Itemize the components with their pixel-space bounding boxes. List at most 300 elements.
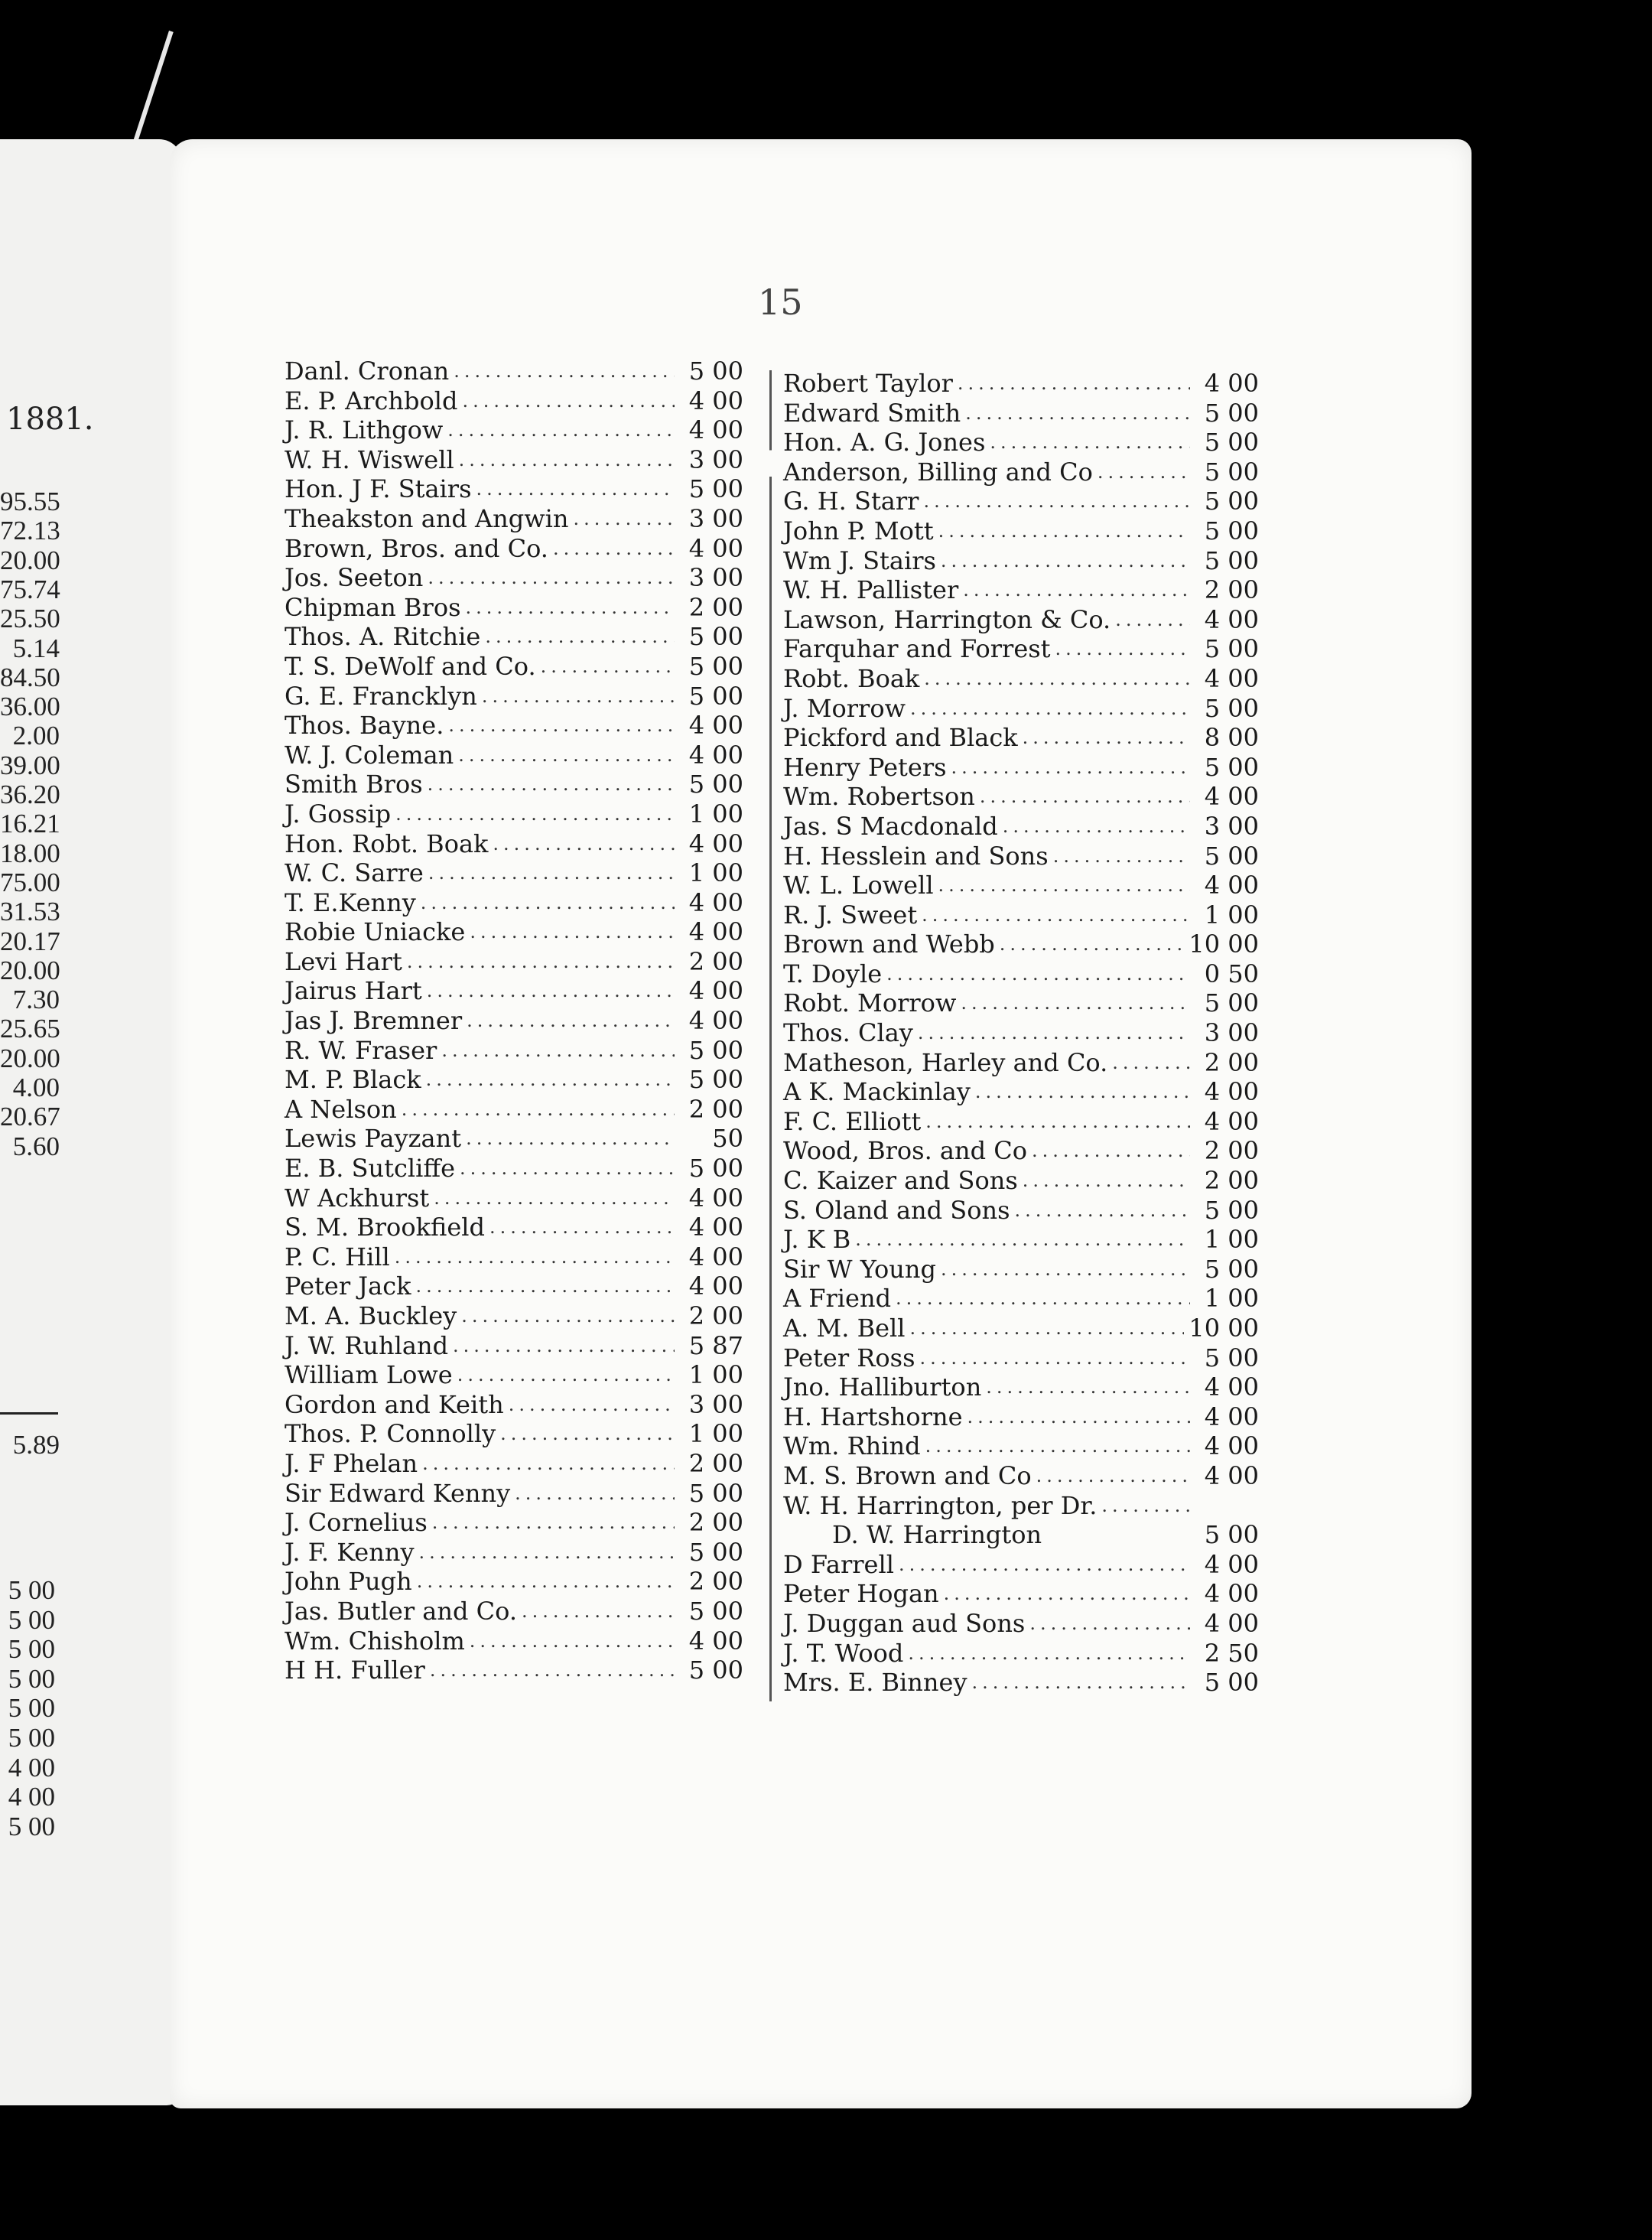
subscription-amount: 1 00 bbox=[688, 1360, 743, 1390]
subscriber-entry bbox=[285, 1242, 743, 1272]
leader-dots bbox=[402, 1095, 675, 1125]
leader-dots bbox=[908, 1639, 1190, 1669]
subscriber-entry bbox=[285, 593, 743, 623]
subscription-amount: 5 00 bbox=[688, 474, 743, 504]
subscriber-name: Wm. Chisholm bbox=[285, 1626, 465, 1656]
subscriber-entry bbox=[285, 1095, 743, 1125]
leader-dots bbox=[909, 1314, 1184, 1343]
subscriber-name: D Farrell bbox=[783, 1549, 894, 1579]
leader-dots bbox=[1053, 842, 1190, 871]
subscriber-entry bbox=[285, 504, 743, 534]
leader-dots bbox=[924, 664, 1190, 694]
leader-dots bbox=[428, 563, 675, 593]
subscriber-entry bbox=[285, 917, 743, 947]
subscriber-name: Lewis Payzant bbox=[285, 1124, 462, 1154]
subscriber-name: J. Morrow bbox=[783, 693, 906, 723]
leader-dots bbox=[941, 546, 1190, 576]
subscriber-entry bbox=[285, 1006, 743, 1036]
subscriber-name: Brown, Bros. and Co. bbox=[285, 533, 548, 563]
subscriber-entry bbox=[783, 1372, 1259, 1402]
leader-dots bbox=[1023, 1166, 1190, 1196]
subscription-amount: 5 00 bbox=[688, 1596, 743, 1626]
subscriber-entry bbox=[783, 782, 1259, 812]
subscription-amount: 0 50 bbox=[1204, 959, 1259, 988]
subscription-amount: 1 00 bbox=[688, 799, 743, 829]
leader-dots bbox=[421, 888, 675, 918]
leader-dots bbox=[489, 1213, 675, 1242]
subscription-amount: 4 00 bbox=[688, 887, 743, 917]
subscription-amount: 2 00 bbox=[688, 1301, 743, 1330]
subscriber-name: Lawson, Harrington & Co. bbox=[783, 604, 1111, 634]
leader-dots bbox=[461, 1301, 675, 1331]
subscriber-entry bbox=[285, 1567, 743, 1597]
facing-page-lower-amount: 5 00 bbox=[8, 1693, 55, 1724]
subscriber-name: C. Kaizer and Sons bbox=[783, 1166, 1018, 1196]
subscription-amount: 5 00 bbox=[1204, 841, 1259, 871]
subscriber-name: A. M. Bell bbox=[783, 1314, 906, 1343]
leader-dots bbox=[395, 1242, 675, 1272]
subscriber-name: J. Gossip bbox=[285, 799, 392, 829]
subscription-amount: 4 00 bbox=[1204, 1402, 1259, 1431]
subscriber-entry bbox=[783, 1136, 1259, 1166]
leader-dots bbox=[467, 1006, 675, 1036]
facing-page-amount: 84.50 bbox=[0, 662, 60, 692]
subscriber-entry bbox=[783, 753, 1259, 783]
facing-page-lower-amount: 5 00 bbox=[8, 1634, 55, 1665]
subscription-amount: 1 00 bbox=[1204, 900, 1259, 930]
subscription-amount: 1 00 bbox=[1204, 1284, 1259, 1314]
facing-page-amount: 25.65 bbox=[0, 1014, 60, 1044]
subscriber-entry bbox=[285, 1301, 743, 1331]
subscriber-list-left bbox=[285, 357, 743, 1685]
leader-dots bbox=[1101, 1491, 1190, 1521]
subscriber-entry bbox=[285, 1124, 743, 1154]
subscriber-name: W. L. Lowell bbox=[783, 871, 934, 900]
subscription-amount: 3 00 bbox=[688, 503, 743, 533]
subscription-amount: 2 00 bbox=[688, 1567, 743, 1597]
leader-dots bbox=[426, 1065, 675, 1095]
subscriber-name: Peter Jack bbox=[285, 1271, 411, 1301]
subscription-amount: 5 00 bbox=[1204, 516, 1259, 545]
facing-page-lower-amount: 4 00 bbox=[8, 1752, 55, 1783]
subscriber-entry bbox=[783, 1491, 1259, 1521]
facing-page-lower-amount: 5 00 bbox=[8, 1575, 55, 1605]
subscriber-name: H. Hartshorne bbox=[783, 1402, 963, 1431]
subscriber-name: Theakston and Angwin bbox=[285, 503, 569, 533]
subscription-amount: 5 00 bbox=[688, 681, 743, 711]
subscriber-entry bbox=[783, 1343, 1259, 1373]
subscriber-name: Danl. Cronan bbox=[285, 357, 450, 386]
leader-dots bbox=[925, 1431, 1190, 1461]
subscription-amount: 2 00 bbox=[688, 1448, 743, 1478]
subscriber-name: Thos. P. Connolly bbox=[285, 1419, 496, 1449]
facing-page-amount: 16.21 bbox=[0, 809, 60, 839]
subscriber-name: R. J. Sweet bbox=[783, 900, 918, 930]
leader-dots bbox=[1023, 723, 1190, 753]
facing-page-fragment bbox=[0, 139, 182, 2105]
leader-dots bbox=[967, 1402, 1190, 1432]
subscriber-name: J. Duggan aud Sons bbox=[783, 1608, 1026, 1638]
leader-dots bbox=[965, 399, 1190, 428]
subscription-amount: 4 00 bbox=[688, 1271, 743, 1301]
subscription-amount: 5 00 bbox=[688, 1656, 743, 1685]
subscription-amount: 5 00 bbox=[688, 622, 743, 652]
subscription-amount: 5 00 bbox=[688, 1478, 743, 1508]
subscriber-name: Edward Smith bbox=[783, 398, 961, 428]
subscriber-entry bbox=[783, 1314, 1259, 1343]
subscription-amount: 4 00 bbox=[1204, 1549, 1259, 1579]
subscriber-entry bbox=[285, 622, 743, 652]
leader-dots bbox=[910, 694, 1190, 724]
leader-dots bbox=[470, 917, 675, 947]
subscriber-name: Farquhar and Forrest bbox=[783, 634, 1051, 664]
subscriber-name: Jas. Butler and Co. bbox=[285, 1596, 517, 1626]
leader-dots bbox=[395, 799, 675, 829]
facing-page-amount: 72.13 bbox=[0, 516, 60, 546]
leader-dots bbox=[470, 1626, 675, 1656]
subscriber-name: Anderson, Billing and Co bbox=[783, 457, 1093, 487]
subscription-amount: 2 00 bbox=[688, 592, 743, 622]
subscriber-name: Jairus Hart bbox=[285, 976, 422, 1006]
subscriber-entry bbox=[783, 871, 1259, 900]
subscription-amount: 2 00 bbox=[1204, 1166, 1259, 1196]
subscription-amount: 5 00 bbox=[1204, 752, 1259, 782]
subscriber-name: Matheson, Harley and Co. bbox=[783, 1047, 1108, 1077]
subscriber-name: D. W. Harrington bbox=[832, 1520, 1042, 1550]
facing-page-amount: 95.55 bbox=[0, 487, 60, 516]
subscription-amount: 4 00 bbox=[688, 711, 743, 741]
leader-dots bbox=[476, 474, 675, 504]
subscription-amount: 5 00 bbox=[1204, 1343, 1259, 1372]
subscriber-entry bbox=[285, 1065, 743, 1095]
subscription-amount: 2 00 bbox=[1204, 575, 1259, 605]
subscriber-name: E. B. Sutcliffe bbox=[285, 1154, 456, 1183]
subscriber-name: S. M. Brookfield bbox=[285, 1213, 485, 1242]
subscriber-entry bbox=[285, 1271, 743, 1301]
leader-dots bbox=[1003, 812, 1190, 842]
subscriber-name: Robt. Morrow bbox=[783, 988, 957, 1018]
subscription-amount: 4 00 bbox=[1204, 604, 1259, 634]
subscriber-entry bbox=[783, 664, 1259, 694]
leader-dots bbox=[434, 1183, 675, 1213]
subscriber-entry bbox=[783, 1520, 1259, 1550]
leader-dots bbox=[522, 1597, 675, 1626]
subscriber-entry bbox=[783, 546, 1259, 576]
leader-dots bbox=[1055, 634, 1190, 664]
leader-dots bbox=[428, 858, 675, 888]
leader-dots bbox=[454, 357, 675, 386]
leader-dots bbox=[975, 1077, 1190, 1107]
subscriber-name: Wm J. Stairs bbox=[783, 545, 936, 575]
subscription-amount: 4 00 bbox=[688, 1213, 743, 1242]
subscriber-name: Thos. Bayne. bbox=[285, 711, 444, 741]
subscription-amount: 5 00 bbox=[1204, 988, 1259, 1018]
leader-dots bbox=[990, 428, 1190, 457]
subscription-amount: 4 00 bbox=[688, 415, 743, 445]
subscription-amount: 4 00 bbox=[1204, 369, 1259, 398]
subscriber-entry bbox=[285, 1508, 743, 1538]
leader-dots bbox=[422, 1449, 675, 1479]
subscription-amount: 4 00 bbox=[688, 917, 743, 947]
subscriber-name: Sir W Young bbox=[783, 1254, 936, 1284]
subscriber-name: Jos. Seeton bbox=[285, 563, 424, 593]
subscriber-name: Wm. Rhind bbox=[783, 1431, 921, 1461]
subscription-amount: 5 00 bbox=[688, 770, 743, 799]
subscription-amount: 4 00 bbox=[1204, 1608, 1259, 1638]
subscription-amount: 4 00 bbox=[688, 1183, 743, 1213]
subscriber-name: A Friend bbox=[783, 1284, 892, 1314]
subscriber-name: T. E.Kenny bbox=[285, 887, 416, 917]
leader-dots bbox=[457, 1360, 675, 1390]
leader-dots bbox=[427, 976, 675, 1006]
subscriber-name: Jas J. Bremner bbox=[285, 1006, 463, 1036]
subscriber-entry bbox=[285, 888, 743, 918]
facing-page-lower-amount: 5 00 bbox=[8, 1811, 55, 1841]
subscriber-entry bbox=[783, 575, 1259, 605]
subscription-amount: 5 00 bbox=[1204, 428, 1259, 457]
subscriber-entry bbox=[285, 711, 743, 741]
leader-dots bbox=[918, 1018, 1190, 1048]
leader-dots bbox=[1098, 457, 1190, 487]
subscription-amount: 3 00 bbox=[688, 563, 743, 593]
subscriber-entry bbox=[285, 741, 743, 770]
subscriber-name: W. C. Sarre bbox=[285, 858, 424, 888]
subscription-amount: 1 00 bbox=[688, 858, 743, 888]
facing-page-amount: 18.00 bbox=[0, 838, 60, 868]
subscription-amount: 5 00 bbox=[688, 357, 743, 386]
leader-dots bbox=[896, 1284, 1190, 1314]
facing-page-amount: 36.20 bbox=[0, 780, 60, 809]
subscriber-entry bbox=[285, 829, 743, 859]
subscriber-name: Sir Edward Kenny bbox=[285, 1478, 511, 1508]
leader-dots bbox=[920, 1343, 1191, 1373]
subscriber-entry bbox=[783, 812, 1259, 842]
subscription-amount: 4 00 bbox=[1204, 1460, 1259, 1490]
subscriber-entry bbox=[285, 357, 743, 386]
subscriber-name: F. C. Elliott bbox=[783, 1106, 922, 1136]
facing-page-amount: 20.00 bbox=[0, 955, 60, 985]
subscriber-entry bbox=[285, 682, 743, 711]
facing-page-amount: 7.30 bbox=[12, 985, 60, 1015]
subscriber-entry bbox=[783, 694, 1259, 724]
subscriber-name: J. K B bbox=[783, 1225, 851, 1255]
leader-dots bbox=[430, 1656, 675, 1685]
facing-page-lower-amount: 5 00 bbox=[8, 1604, 55, 1635]
subscription-amount: 5 00 bbox=[1204, 1254, 1259, 1284]
leader-dots bbox=[448, 711, 675, 741]
subscription-amount: 4 00 bbox=[688, 386, 743, 415]
facing-page-lower-amount: 5 00 bbox=[8, 1723, 55, 1753]
scan-artifact-stroke bbox=[134, 31, 174, 142]
subscriber-entry bbox=[783, 1639, 1259, 1669]
subscriber-name: Robt. Boak bbox=[783, 663, 920, 693]
leader-dots bbox=[899, 1550, 1190, 1580]
subscriber-name: Pickford and Black bbox=[783, 723, 1018, 753]
subscriber-entry bbox=[783, 1609, 1259, 1639]
subscriber-name: Robie Uniacke bbox=[285, 917, 466, 947]
subscriber-name: H. Hesslein and Sons bbox=[783, 841, 1049, 871]
leader-dots bbox=[432, 1508, 675, 1538]
leader-dots bbox=[1036, 1461, 1190, 1491]
facing-page-amount: 36.00 bbox=[0, 692, 60, 722]
subscription-amount: 4 00 bbox=[1204, 871, 1259, 900]
leader-dots bbox=[1000, 930, 1185, 959]
subscription-amount: 4 00 bbox=[688, 1242, 743, 1271]
subscription-amount: 4 00 bbox=[688, 976, 743, 1006]
leader-dots bbox=[573, 504, 675, 534]
subscriber-name: W. H. Harrington, per Dr. bbox=[783, 1490, 1098, 1520]
subscriber-entry bbox=[285, 858, 743, 888]
subscriber-name: M. P. Black bbox=[285, 1065, 421, 1095]
facing-page-amount: 20.67 bbox=[0, 1102, 60, 1132]
leader-dots bbox=[515, 1479, 675, 1509]
subscriber-name: S. Oland and Sons bbox=[783, 1195, 1010, 1225]
subscriber-name: John P. Mott bbox=[783, 516, 934, 545]
leader-dots bbox=[493, 829, 675, 859]
subscription-amount: 4 00 bbox=[688, 533, 743, 563]
subscriber-entry bbox=[783, 1402, 1259, 1432]
leader-dots bbox=[553, 534, 675, 564]
subscriber-name: M. A. Buckley bbox=[285, 1301, 457, 1330]
subscriber-entry bbox=[783, 1048, 1259, 1078]
subscription-amount: 5 00 bbox=[1204, 1195, 1259, 1225]
facing-page-year: 1881. bbox=[6, 402, 94, 437]
subscriber-name: Henry Peters bbox=[783, 752, 947, 782]
subscriber-name: H H. Fuller bbox=[285, 1656, 425, 1685]
subscriber-entry bbox=[783, 1461, 1259, 1491]
leader-dots bbox=[951, 753, 1190, 783]
subscriber-name: Hon. A. G. Jones bbox=[783, 428, 986, 457]
facing-page-total: 5.89 bbox=[12, 1430, 60, 1460]
page-number: 15 bbox=[758, 282, 803, 323]
subscription-amount: 4 00 bbox=[1204, 1077, 1259, 1107]
leader-dots bbox=[958, 369, 1190, 399]
subscription-amount: 5 87 bbox=[688, 1330, 743, 1360]
facing-page-amount: 4.00 bbox=[12, 1073, 60, 1102]
subscription-amount: 4 00 bbox=[1204, 1372, 1259, 1402]
subscription-amount: 5 00 bbox=[688, 651, 743, 681]
subscriber-entry bbox=[783, 428, 1259, 457]
subscriber-entry bbox=[285, 1183, 743, 1213]
subscriber-name: Peter Hogan bbox=[783, 1579, 939, 1609]
subscription-amount: 5 00 bbox=[1204, 545, 1259, 575]
subscriber-name: T. Doyle bbox=[783, 959, 883, 988]
leader-dots bbox=[986, 1372, 1190, 1402]
subscription-amount: 1 00 bbox=[1204, 1225, 1259, 1255]
facing-page-amount: 75.74 bbox=[0, 574, 60, 604]
leader-dots bbox=[925, 1107, 1190, 1137]
leader-dots bbox=[1032, 1136, 1190, 1166]
subscriber-entry bbox=[285, 770, 743, 799]
leader-dots bbox=[458, 741, 675, 770]
subscriber-name: Mrs. E. Binney bbox=[783, 1668, 967, 1698]
subscription-amount: 2 00 bbox=[688, 946, 743, 976]
subscriber-name: W Ackhurst bbox=[285, 1183, 430, 1213]
subscription-amount: 4 00 bbox=[1204, 782, 1259, 812]
subscriber-entry bbox=[285, 652, 743, 682]
leader-dots bbox=[447, 415, 675, 445]
facing-page-lower-amount: 5 00 bbox=[8, 1663, 55, 1694]
subscriber-name: W. J. Coleman bbox=[285, 740, 454, 770]
subscriber-entry bbox=[285, 415, 743, 445]
subscriber-entry bbox=[285, 1479, 743, 1509]
subscription-amount: 10 00 bbox=[1189, 1314, 1259, 1343]
leader-dots bbox=[407, 947, 675, 977]
subscription-amount: 3 00 bbox=[688, 444, 743, 474]
subscriber-entry bbox=[285, 976, 743, 1006]
leader-dots bbox=[466, 1124, 675, 1154]
subscription-amount: 2 00 bbox=[688, 1094, 743, 1124]
subscription-amount: 5 00 bbox=[1204, 398, 1259, 428]
subscriber-entry bbox=[285, 534, 743, 564]
subscriber-entry bbox=[783, 399, 1259, 428]
subscriber-name: P. C. Hill bbox=[285, 1242, 390, 1271]
subscriber-entry bbox=[783, 1668, 1259, 1698]
leader-dots bbox=[938, 516, 1190, 546]
subscriber-name: William Lowe bbox=[285, 1360, 453, 1390]
facing-page-amount: 5.14 bbox=[12, 633, 60, 663]
subscriber-entry bbox=[285, 563, 743, 593]
subscription-amount: 5 00 bbox=[1204, 1520, 1259, 1550]
subscriber-entry bbox=[783, 842, 1259, 871]
leader-dots bbox=[855, 1225, 1190, 1255]
subscription-amount: 8 00 bbox=[1204, 723, 1259, 753]
subscriber-entry bbox=[783, 1107, 1259, 1137]
subscription-amount: 5 00 bbox=[1204, 487, 1259, 516]
subscriber-entry bbox=[783, 1225, 1259, 1255]
subscriber-entry bbox=[783, 1284, 1259, 1314]
subscription-amount: 5 00 bbox=[688, 1065, 743, 1095]
facing-page-amount: 31.53 bbox=[0, 897, 60, 927]
subscription-amount: 5 00 bbox=[688, 1035, 743, 1065]
subscriber-name: J. F Phelan bbox=[285, 1448, 418, 1478]
subscriber-entry bbox=[285, 1538, 743, 1568]
subscriber-name: W. H. Pallister bbox=[783, 575, 959, 605]
subscription-amount: 3 00 bbox=[1204, 1018, 1259, 1048]
subscriber-name: Levi Hart bbox=[285, 946, 402, 976]
subscriber-entry bbox=[285, 947, 743, 977]
facing-page-amount: 20.17 bbox=[0, 926, 60, 956]
subscriber-entry bbox=[783, 959, 1259, 989]
subscriber-entry bbox=[285, 1449, 743, 1479]
subscriber-name: J. T. Wood bbox=[783, 1638, 904, 1668]
subscriber-entry bbox=[783, 605, 1259, 635]
subscription-amount: 4 00 bbox=[688, 1006, 743, 1036]
subscriber-entry bbox=[285, 1213, 743, 1242]
subscription-amount: 5 00 bbox=[688, 1154, 743, 1183]
subscription-amount: 4 00 bbox=[1204, 1431, 1259, 1461]
facing-page-amount: 75.00 bbox=[0, 867, 60, 897]
facing-page-amount: 5.60 bbox=[12, 1131, 60, 1161]
subscriber-name: Chipman Bros bbox=[285, 592, 461, 622]
subscriber-entry bbox=[783, 1077, 1259, 1107]
subscriber-entry bbox=[783, 487, 1259, 516]
subscriber-entry bbox=[285, 1036, 743, 1066]
subscription-amount: 1 00 bbox=[688, 1419, 743, 1449]
facing-page-total-rule bbox=[0, 1412, 58, 1415]
subscriber-name: J. R. Lithgow bbox=[285, 415, 444, 445]
leader-dots bbox=[509, 1390, 675, 1420]
subscriber-entry bbox=[285, 386, 743, 416]
leader-dots bbox=[944, 1579, 1190, 1609]
leader-dots bbox=[428, 770, 675, 799]
subscriber-name: Gordon and Keith bbox=[285, 1389, 504, 1419]
subscription-amount: 2 50 bbox=[1204, 1638, 1259, 1668]
subscriber-name: M. S. Brown and Co bbox=[783, 1460, 1032, 1490]
subscription-amount: 2 00 bbox=[1204, 1047, 1259, 1077]
subscriber-entry bbox=[783, 1018, 1259, 1048]
subscriber-name: R. W. Fraser bbox=[285, 1035, 437, 1065]
